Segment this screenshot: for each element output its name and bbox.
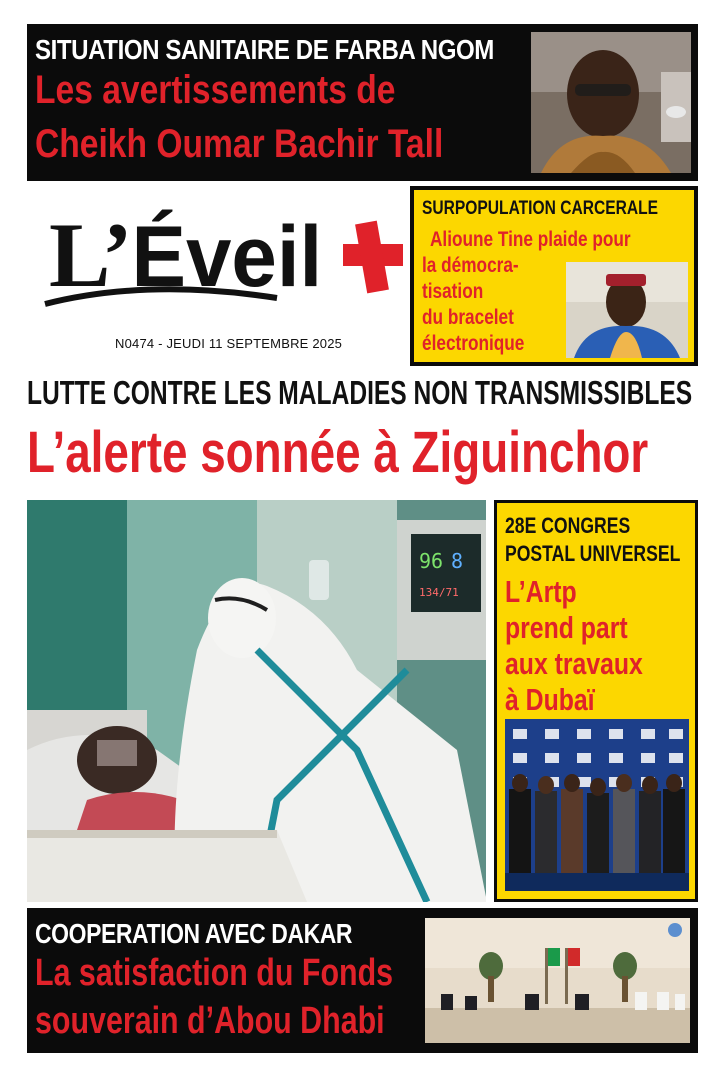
top-story-band <box>27 24 698 181</box>
top-story-kicker: SITUATION SANITAIRE DE FARBA NGOM <box>35 34 494 65</box>
sidebar-story-line4: du bracelet <box>422 306 514 329</box>
issue-date-line: N0474 - JEUDI 11 SEPTEMBRE 2025 <box>115 336 343 351</box>
main-story-photo <box>27 500 486 902</box>
sidebar-story-line1: Alioune Tine plaide pour <box>430 228 631 251</box>
portrait-photo-tall <box>531 32 691 173</box>
bottom-story-band <box>27 908 698 1053</box>
logo-letter-l: L’ <box>49 204 133 306</box>
sidebar-story-line3: tisation <box>422 280 484 303</box>
column-story-headline-line4: à Dubaï <box>505 682 595 717</box>
sidebar-story-line2: la démocra- <box>422 254 519 277</box>
svg-text:96: 96 <box>419 549 444 573</box>
main-story-headline: L’alerte sonnée à Ziguinchor <box>27 420 649 485</box>
bottom-story-kicker: COOPERATION AVEC DAKAR <box>35 918 353 949</box>
svg-text:8: 8 <box>451 549 464 573</box>
logo <box>27 186 407 326</box>
column-story-headline-line2: prend part <box>505 610 628 645</box>
bottom-story-headline-line1: La satisfaction du Fonds <box>35 952 394 994</box>
logo-word: Éveil <box>131 208 323 305</box>
portrait-photo-tine <box>566 262 688 358</box>
main-story-kicker: LUTTE CONTRE LES MALADIES NON TRANSMISSIBLES <box>27 374 693 411</box>
sidebar-story-kicker: SURPOPULATION CARCERALE <box>422 198 659 219</box>
sidebar-story-line5: électronique <box>422 332 525 355</box>
bottom-story-headline-line2: souverain d’Abou Dhabi <box>35 1000 385 1042</box>
column-story-box <box>494 500 698 902</box>
top-story-headline-line1: Les avertissements de <box>35 68 396 112</box>
masthead <box>27 186 407 366</box>
top-story-headline-line2: Cheikh Oumar Bachir Tall <box>35 122 444 166</box>
svg-text:134/71: 134/71 <box>419 586 459 599</box>
sidebar-story-box <box>410 186 698 366</box>
column-story-headline-line1: L’Artp <box>505 574 577 609</box>
column-story-photo <box>505 719 689 891</box>
meeting-photo <box>425 918 690 1043</box>
column-story-kicker-line1: 28E CONGRES <box>505 513 631 538</box>
column-story-headline-line3: aux travaux <box>505 646 643 681</box>
column-story-kicker-line2: POSTAL UNIVERSEL <box>505 541 681 566</box>
